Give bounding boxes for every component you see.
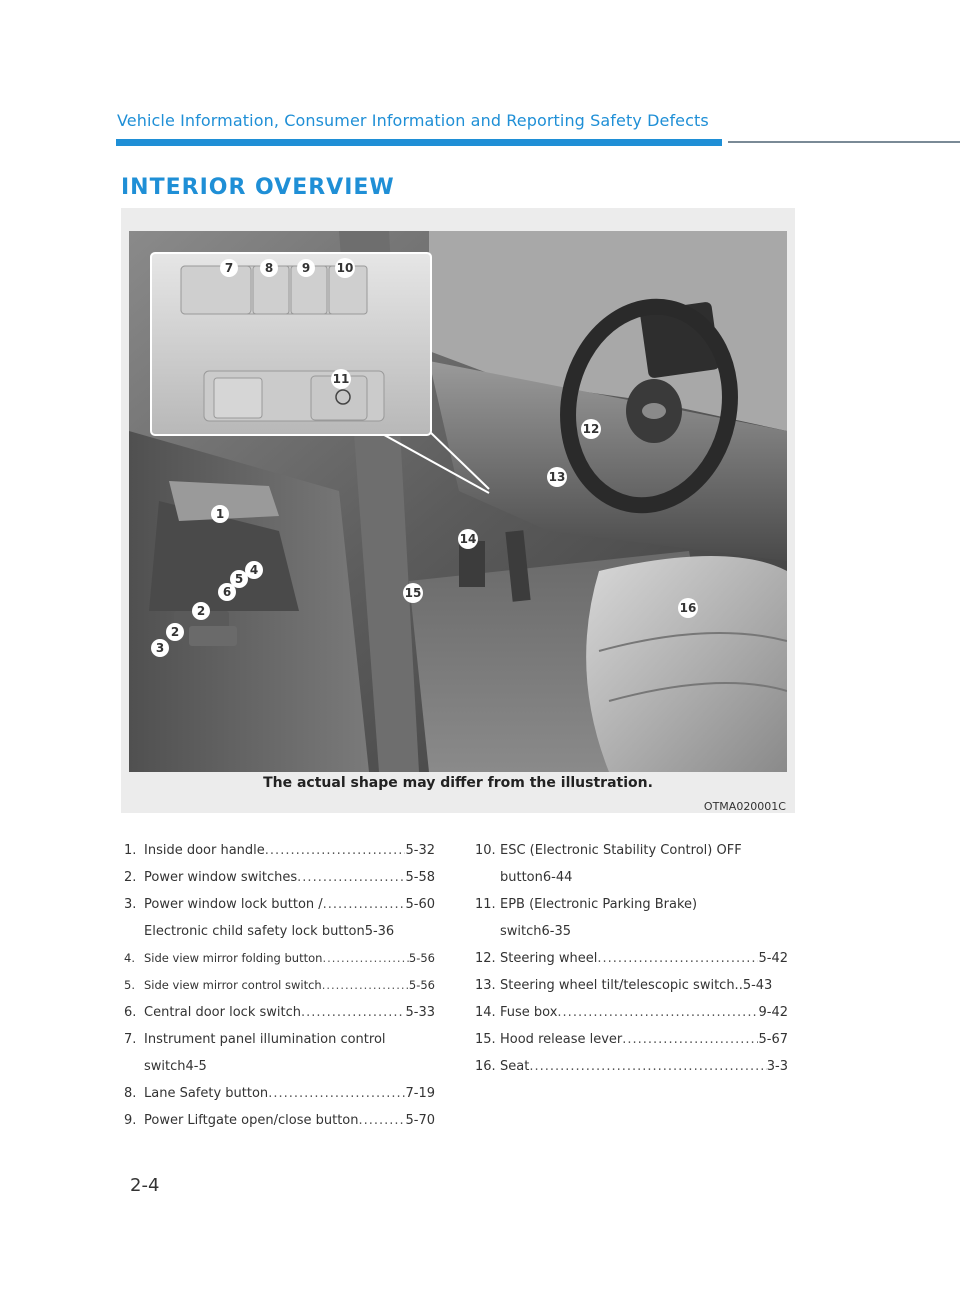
callout-13	[547, 467, 567, 487]
list-item-5: 5. Side view mirror control switch ..... 5-56	[124, 972, 435, 999]
callout-2a	[192, 602, 210, 620]
svg-text:8: 8	[264, 261, 274, 275]
interior-illustration	[129, 231, 787, 772]
callout-16	[678, 598, 698, 618]
callout-2b	[166, 623, 184, 641]
list-item-14: 14. Fuse box ..... 9-42	[475, 999, 788, 1026]
list-item-2: 2. Power window switches ..... 5-58	[124, 864, 435, 891]
svg-text:7: 7	[224, 261, 234, 275]
callout-12	[581, 419, 601, 439]
svg-text:16: 16	[679, 601, 697, 615]
header-rule-blue	[116, 139, 722, 146]
legend-list-right	[475, 837, 788, 1080]
figure-code: OTMA020001C	[703, 800, 786, 813]
callout-15	[403, 583, 423, 603]
svg-text:1: 1	[215, 507, 225, 521]
svg-text:3: 3	[155, 641, 165, 655]
section-title: INTERIOR OVERVIEW	[121, 175, 395, 200]
callout-14	[458, 529, 478, 549]
list-item-12: 12. Steering wheel ..... 5-42	[475, 945, 788, 972]
list-item-7: 7. Instrument panel illumination control	[124, 1032, 386, 1047]
list-item-1: 1. Inside door handle ..... 5-32	[124, 837, 435, 864]
list-item-7-cont: switch 4-5	[144, 1059, 207, 1074]
callout-6	[218, 583, 236, 601]
svg-text:2: 2	[196, 604, 206, 618]
list-item-15: 15. Hood release lever ..... 5-67	[475, 1026, 788, 1053]
list-item-11-cont: switch 6-35	[500, 924, 572, 939]
callout-11	[331, 369, 351, 389]
list-item-6: 6. Central door lock switch ..... 5-33	[124, 999, 435, 1026]
svg-text:4: 4	[249, 563, 259, 577]
callout-1	[211, 505, 229, 523]
list-item-4: 4. Side view mirror folding button ..... 5-56	[124, 945, 435, 972]
list-item-10: 10. ESC (Electronic Stability Control) OFF	[475, 843, 742, 858]
list-item-8: 8. Lane Safety button ..... 7-19	[124, 1080, 435, 1107]
figure-caption: The actual shape may differ from the illustration.	[263, 775, 653, 791]
header-rule-grey	[728, 141, 960, 143]
list-item-3-cont: Electronic child safety lock button 5-36	[144, 924, 395, 939]
callout-4	[245, 561, 263, 579]
legend-list-left	[124, 837, 435, 1134]
svg-text:5: 5	[234, 572, 244, 586]
list-item-16: 16. Seat ..... 3-3	[475, 1053, 788, 1080]
svg-text:14: 14	[459, 532, 477, 546]
running-header: Vehicle Information, Consumer Information and Reporting Safety Defects	[117, 111, 709, 130]
list-item-3: 3. Power window lock button / ..... 5-60	[124, 891, 435, 918]
page-number: 2-4	[130, 1175, 160, 1196]
svg-text:11: 11	[332, 372, 350, 386]
svg-text:2: 2	[170, 625, 180, 639]
callout-9	[297, 259, 315, 277]
svg-text:12: 12	[582, 422, 600, 436]
svg-text:9: 9	[301, 261, 311, 275]
svg-text:6: 6	[222, 585, 232, 599]
callout-7	[220, 259, 238, 277]
svg-text:13: 13	[548, 470, 566, 484]
callout-8	[260, 259, 278, 277]
svg-text:15: 15	[404, 586, 422, 600]
list-item-13: 13. Steering wheel tilt/telescopic switch.. 5-43	[475, 978, 773, 993]
list-item-11: 11. EPB (Electronic Parking Brake)	[475, 897, 698, 912]
svg-text:10: 10	[336, 261, 354, 275]
list-item-9: 9. Power Liftgate open/close button ..... 5-70	[124, 1107, 435, 1134]
callout-10	[335, 258, 355, 278]
callout-3	[151, 639, 169, 657]
list-item-10-cont: button 6-44	[500, 870, 573, 885]
